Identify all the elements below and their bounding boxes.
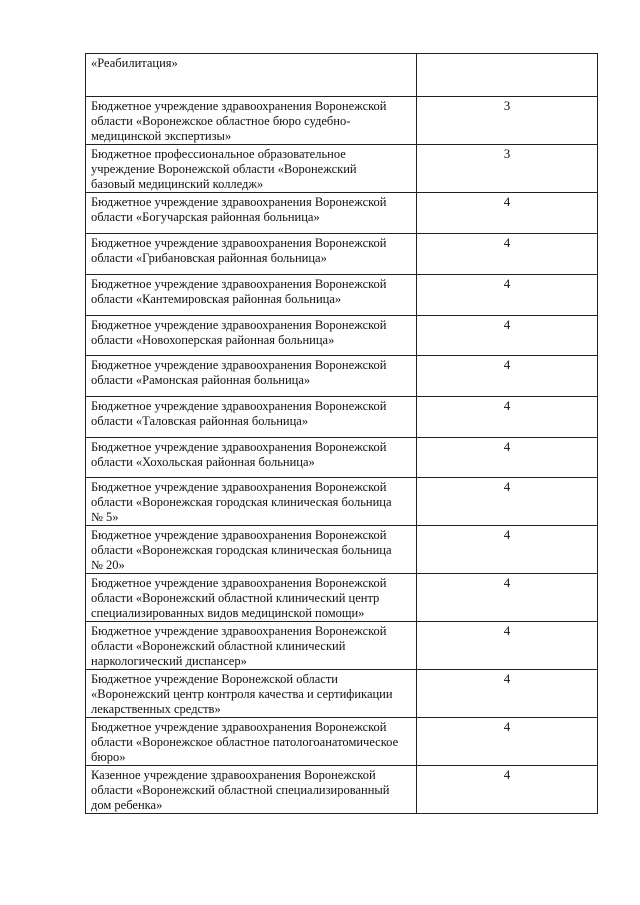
table-row <box>86 234 598 275</box>
value: 4 <box>503 575 511 590</box>
institution-name: Бюджетное учреждение здравоохранения Воронежской области «Кантемировская районная больница» <box>91 277 387 306</box>
table-row <box>86 526 598 574</box>
table-row <box>86 397 598 438</box>
institution-name: Бюджетное учреждение здравоохранения Воронежской области «Воронежская городская клиническая больница № 5» <box>91 480 392 524</box>
value-cell <box>417 54 598 97</box>
value-cell <box>417 397 598 438</box>
value-cell <box>417 97 598 145</box>
institution-name-cell <box>86 145 417 193</box>
value: 3 <box>503 98 511 113</box>
institution-name: Бюджетное учреждение здравоохранения Воронежской области «Хохольская районная больница» <box>91 440 387 469</box>
value-cell <box>417 145 598 193</box>
table-row <box>86 145 598 193</box>
value-cell <box>417 670 598 718</box>
value: 4 <box>503 317 511 332</box>
table-row <box>86 438 598 478</box>
value: 4 <box>503 439 511 454</box>
institution-name: Бюджетное учреждение здравоохранения Воронежской области «Богучарская районная больница» <box>91 195 387 224</box>
institution-name: Бюджетное учреждение здравоохранения Воронежской области «Воронежская городская клиническая больница № 20» <box>91 528 392 572</box>
value: 4 <box>503 235 511 250</box>
value-cell <box>417 356 598 397</box>
institution-name: Бюджетное учреждение здравоохранения Воронежской области «Воронежское областное бюро судебно- медицинской экспертизы» <box>91 99 387 143</box>
value: 4 <box>503 527 511 542</box>
institution-name-cell <box>86 766 417 814</box>
value-cell <box>417 718 598 766</box>
institution-name: Бюджетное учреждение здравоохранения Воронежской области «Таловская районная больница» <box>91 399 387 428</box>
institution-name-cell <box>86 54 417 97</box>
institution-name-cell <box>86 193 417 234</box>
value-cell <box>417 574 598 622</box>
institution-name-cell <box>86 234 417 275</box>
table-row <box>86 356 598 397</box>
institution-name-cell <box>86 438 417 478</box>
value: 4 <box>503 276 511 291</box>
institution-name: Бюджетное учреждение Воронежской области «Воронежский центр контроля качества и сертификации лекарственных средств» <box>91 672 393 716</box>
table-row <box>86 275 598 316</box>
value: 4 <box>503 671 511 686</box>
value: 4 <box>503 357 511 372</box>
value-cell <box>417 526 598 574</box>
table-row <box>86 97 598 145</box>
value: 4 <box>503 767 511 782</box>
value-cell <box>417 438 598 478</box>
institutions-table <box>85 53 598 814</box>
value-cell <box>417 275 598 316</box>
value-cell <box>417 316 598 356</box>
table-row <box>86 478 598 526</box>
value-cell <box>417 234 598 275</box>
value: 4 <box>503 623 511 638</box>
table-row <box>86 193 598 234</box>
table-row <box>86 718 598 766</box>
institution-name: Бюджетное учреждение здравоохранения Воронежской области «Грибановская районная больница» <box>91 236 387 265</box>
institution-name-cell <box>86 574 417 622</box>
institution-name: Бюджетное учреждение здравоохранения Воронежской области «Воронежский областной клинический наркологический диспансер» <box>91 624 387 668</box>
value: 3 <box>503 146 511 161</box>
institution-name: Бюджетное учреждение здравоохранения Воронежской области «Воронежский областной клинический центр специализированных видов медицинской помощи» <box>91 576 387 620</box>
institution-name-cell <box>86 356 417 397</box>
value-cell <box>417 193 598 234</box>
institution-name: Бюджетное профессиональное образовательное учреждение Воронежской области «Воронежский базовый медицинский колледж» <box>91 147 357 191</box>
table-row <box>86 670 598 718</box>
institution-name-cell <box>86 622 417 670</box>
institution-name: Бюджетное учреждение здравоохранения Воронежской области «Воронежское областное патологоанатомическое бюро» <box>91 720 399 764</box>
value-cell <box>417 766 598 814</box>
value: 4 <box>503 479 511 494</box>
table-row <box>86 574 598 622</box>
institution-name-cell <box>86 97 417 145</box>
institution-name-cell <box>86 718 417 766</box>
table-row <box>86 622 598 670</box>
table-row <box>86 766 598 814</box>
institution-name-cell <box>86 397 417 438</box>
institution-name: Бюджетное учреждение здравоохранения Воронежской области «Новохоперская районная больница» <box>91 318 387 347</box>
institution-name-cell <box>86 526 417 574</box>
value-cell <box>417 478 598 526</box>
value: 4 <box>503 398 511 413</box>
institution-name-cell <box>86 478 417 526</box>
institution-name: Бюджетное учреждение здравоохранения Воронежской области «Рамонская районная больница» <box>91 358 387 387</box>
value: 4 <box>503 719 511 734</box>
table-row <box>86 316 598 356</box>
institution-name-cell <box>86 670 417 718</box>
institution-name-cell <box>86 275 417 316</box>
institution-name: «Реабилитация» <box>91 56 178 70</box>
value: 4 <box>503 194 511 209</box>
table-row <box>86 54 598 97</box>
institution-name-cell <box>86 316 417 356</box>
value-cell <box>417 622 598 670</box>
institution-name: Казенное учреждение здравоохранения Воронежской области «Воронежский областной специализированный дом ребенка» <box>91 768 390 812</box>
